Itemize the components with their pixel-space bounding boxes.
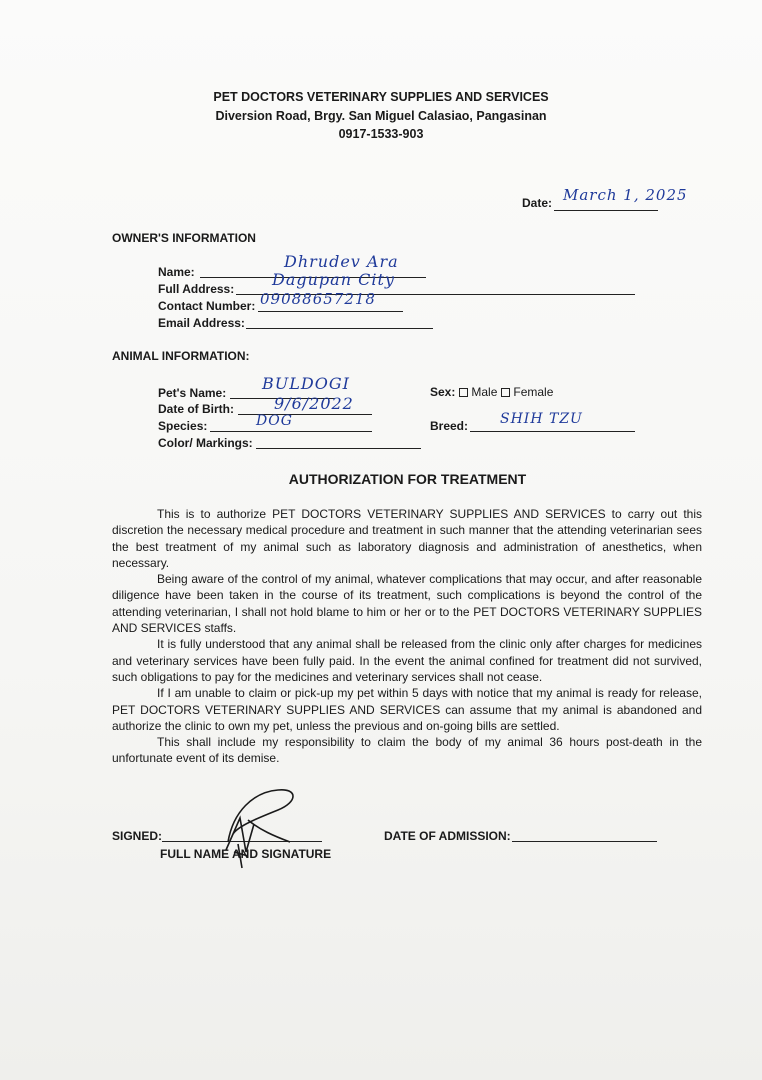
authorization-paragraph: This is to authorize PET DOCTORS VETERINARY SUPPLIES AND SERVICES to carry out this discretion the necessary medical procedure and treatment in such manner that the attending veterinarian sees the best treatment of my animal such as laboratory diagnosis and administration of anesthetics, when necessary.	[112, 507, 702, 570]
admission-label: DATE OF ADMISSION:	[384, 829, 511, 843]
email-label: Email Address:	[158, 316, 245, 330]
owner-section-title: OWNER'S INFORMATION	[112, 231, 256, 245]
species-label: Species:	[158, 419, 208, 433]
signed-label: SIGNED:	[112, 829, 163, 843]
business-name: PET DOCTORS VETERINARY SUPPLIES AND SERVICES	[213, 90, 549, 104]
male-checkbox[interactable]	[459, 388, 468, 397]
pet-name-label: Pet's Name:	[158, 386, 227, 400]
email-line[interactable]	[246, 328, 433, 329]
species-value[interactable]: DOG	[256, 413, 293, 429]
sex-label: Sex:	[430, 385, 456, 399]
dob-label: Date of Birth:	[158, 402, 234, 416]
signature-caption: FULL NAME AND SIGNATURE	[160, 847, 332, 861]
animal-section-title: ANIMAL INFORMATION:	[112, 349, 250, 363]
pet-name-value[interactable]: BULDOGI	[262, 374, 350, 393]
date-line	[554, 210, 658, 211]
color-label: Color/ Markings:	[158, 436, 253, 450]
contact-value[interactable]: 09088657218	[260, 290, 376, 308]
color-line[interactable]	[256, 448, 421, 449]
breed-label: Breed:	[430, 419, 469, 433]
owner-name-label: Name:	[158, 265, 195, 279]
female-option-label: Female	[513, 385, 554, 399]
breed-line	[470, 431, 635, 432]
male-option-label: Male	[471, 385, 498, 399]
authorization-paragraph: Being aware of the control of my animal, whatever complications that may occur, and after reasonable diligence have been taken in the course of its treatment, such complications is beyond the control of the attending veterinarian, I shall not hold blame to him or her or to the PET DOCTORS VETERINARY SUPPLIES AND SERVICES staffs.	[112, 572, 702, 636]
authorization-body	[112, 506, 702, 767]
address-label: Full Address:	[158, 282, 235, 296]
owner-name-value[interactable]: Dhrudev Ara	[284, 252, 399, 271]
sex-field	[430, 385, 553, 399]
authorization-paragraph: If I am unable to claim or pick-up my pet within 5 days with notice that my animal is ready for release, PET DOCTORS VETERINARY SUPPLIES AND SERVICES can assume that my animal is abandoned and authorize the clinic to own my pet, unless the previous and on-going bills are settled.	[112, 686, 702, 733]
authorization-paragraph: This shall include my responsibility to claim the body of my animal 36 hours post-death in the unfortunate event of its demise.	[112, 735, 702, 766]
business-phone: 0917-1533-903	[338, 127, 424, 141]
business-address: Diversion Road, Brgy. San Miguel Calasiao, Pangasinan	[215, 109, 547, 123]
admission-line[interactable]	[512, 841, 657, 842]
handwritten-signature	[198, 782, 318, 882]
species-line	[210, 431, 372, 432]
female-checkbox[interactable]	[501, 388, 510, 397]
contact-label: Contact Number:	[158, 299, 256, 313]
breed-value[interactable]: SHIH TZU	[500, 411, 583, 427]
contact-line	[258, 311, 403, 312]
authorization-paragraph: It is fully understood that any animal shall be released from the clinic only after charges for medicines and veterinary services have been fully paid. In the event the animal confined for treatment did not survived, such obligations to pay for the medicines and veterinary services shall not cease.	[112, 637, 702, 684]
authorization-title: AUTHORIZATION FOR TREATMENT	[288, 471, 527, 487]
date-label: Date:	[522, 196, 553, 210]
dob-value[interactable]: 9/6/2022	[274, 394, 354, 413]
address-value[interactable]: Dagupan City	[272, 270, 395, 289]
date-value[interactable]: March 1, 2025	[563, 186, 688, 204]
